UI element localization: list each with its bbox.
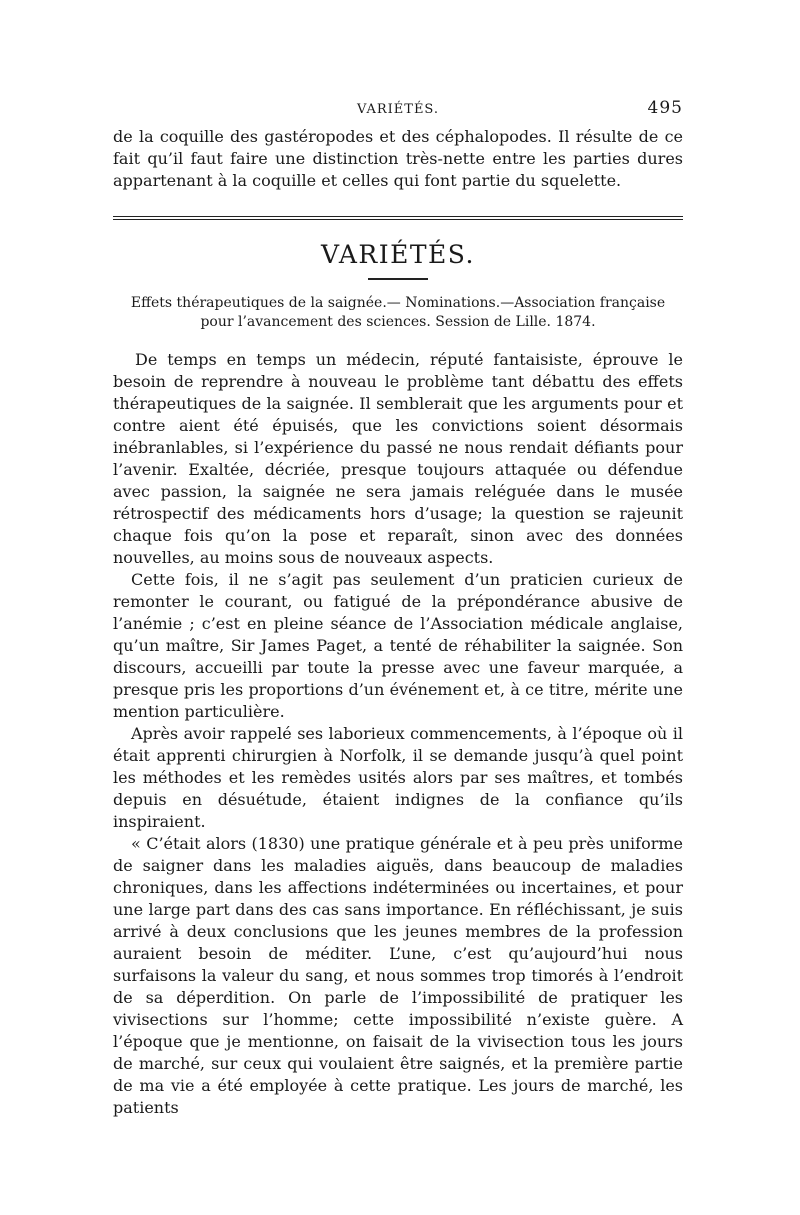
intro-paragraph: de la coquille des gastéropodes et des céphalopodes. Il résulte de ce fait qu’il faut faire une distinction très-nette entre les parties dures appartenant à la coquille et celles qui font partie du squelette. — [113, 127, 683, 190]
paragraph-3: Après avoir rappelé ses laborieux commencements, à l’époque où il était apprenti chirurgien à Norfolk, il se demande jusqu’à quel point les méthodes et les remèdes usités alors par ses maîtres, et tombés depuis en désuétude, étaient indignes de la confiance qu’ils inspiraient. — [113, 724, 683, 831]
page-number: 495 — [647, 98, 683, 118]
section-title: VARIÉTÉS. — [321, 240, 475, 269]
paragraph-2: Cette fois, il ne s’agit pas seulement d’un praticien curieux de remonter le courant, ou fatigué de la prépondérance abusive de l’anémie ; c’est en pleine séance de l’Association médicale anglaise, qu’un maître, Sir James Paget, a tenté de réhabiliter la saignée. Son discours, accueilli par toute la presse avec une faveur marquée, a presque pris les proportions d’un événement et, à ce titre, mérite une mention particulière. — [113, 570, 683, 721]
running-head-title: VARIÉTÉS. — [356, 102, 440, 117]
section-divider — [113, 216, 683, 220]
paragraph-4: « C’était alors (1830) une pratique générale et à peu près uniforme de saigner dans les maladies aiguës, dans beaucoup de maladies chroniques, dans les affections indéterminées ou incertaines, et pour une large part dans des cas sans importance. En réfléchissant, je suis arrivé à deux conclusions que les jeunes membres de la profession auraient besoin de méditer. L’une, c’est qu’aujourd’hui nous surfaisons la valeur du sang, et nous sommes trop timorés à l’endroit de sa déperdition. On parle de l’impossibilité de pratiquer les vivisections sur l’homme; cette impossibilité n’existe guère. A l’époque que je mentionne, on faisait de la vivisection tous les jours de marché, sur ceux qui voulaient être saignés, et la première partie de ma vie a été employée à cette pratique. Les jours de marché, les patients — [113, 834, 683, 1117]
book-page — [113, 96, 683, 1119]
paragraph-1: De temps en temps un médecin, réputé fantaisiste, éprouve le besoin de reprendre à nouveau le problème tant débattu des effets thérapeutiques de la saignée. Il semblerait que les arguments pour et contre aient été épuisés, que les convictions soient désormais inébranlables, si l’expérience du passé ne nous rendait défiants pour l’avenir. Exaltée, décriée, presque toujours attaquée ou défendue avec passion, la saignée ne sera jamais reléguée dans le musée rétrospectif des médicaments hors d’usage; la question se rajeunit chaque fois qu’on la pose et reparaît, sinon avec des données nouvelles, au moins sous de nouveaux aspects. — [113, 350, 683, 567]
running-head — [113, 96, 683, 124]
body-text — [113, 349, 683, 1119]
section-summary: Effets thérapeutiques de la saignée.— Nominations.—Association française pour l’avancement des sciences. Session de Lille. 1874. — [130, 295, 666, 330]
title-underline — [368, 278, 428, 280]
